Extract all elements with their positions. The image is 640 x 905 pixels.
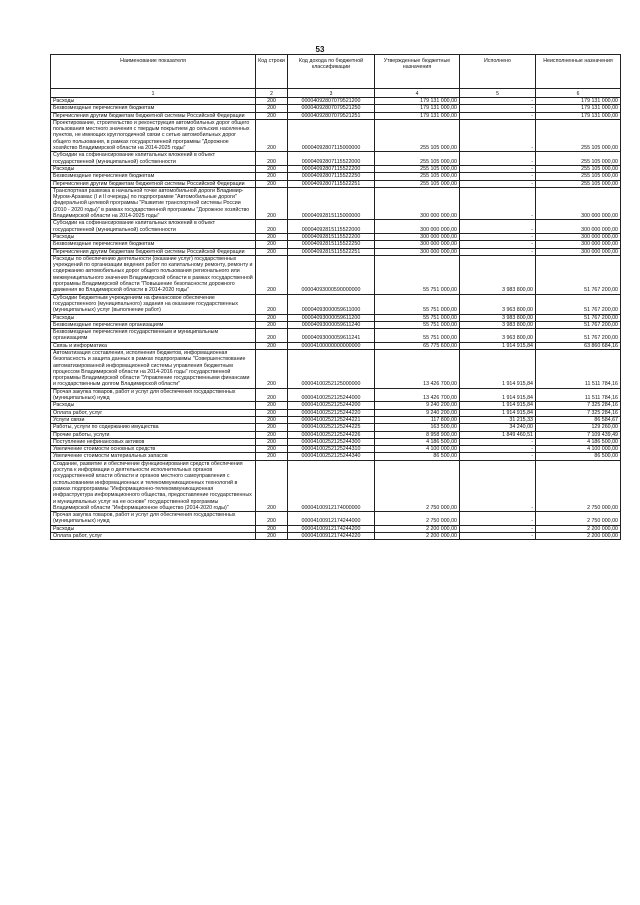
line-code-cell: 200 — [256, 453, 288, 460]
table-row — [51, 409, 621, 416]
executed-amount-cell: - — [460, 512, 536, 526]
line-code-cell: 200 — [256, 98, 288, 105]
executed-amount-cell: - — [460, 165, 536, 172]
budget-code-cell: 00004092815115522250 — [288, 241, 375, 248]
approved-amount-cell: 4 100 000,00 — [375, 446, 460, 453]
remaining-amount-cell: 300 000 000,00 — [536, 248, 621, 255]
approved-amount-cell: 4 186 500,00 — [375, 438, 460, 445]
budget-code-cell: 00004092807115522000 — [288, 152, 375, 166]
table-row — [51, 453, 621, 460]
indicator-name-cell: Безвозмездные перечисления бюджетам — [51, 105, 256, 112]
budget-code-cell: 00004100252125244225 — [288, 424, 375, 431]
approved-amount-cell: 55 751 000,00 — [375, 294, 460, 314]
table-row — [51, 112, 621, 119]
header-budget-code: Код дохода по бюджетной классификации — [288, 55, 375, 89]
line-code-cell: 200 — [256, 233, 288, 240]
executed-amount-cell: - — [460, 533, 536, 540]
approved-amount-cell: 9 240 200,00 — [375, 402, 460, 409]
table-row — [51, 424, 621, 431]
table-row — [51, 402, 621, 409]
approved-amount-cell: 55 751 000,00 — [375, 314, 460, 321]
indicator-name-cell: Перечисления другим бюджетам бюджетной системы Российской Федерации — [51, 248, 256, 255]
executed-amount-cell: 1 849 460,51 — [460, 431, 536, 438]
table-row — [51, 416, 621, 423]
table-row — [51, 342, 621, 349]
approved-amount-cell: 255 105 000,00 — [375, 119, 460, 151]
header-row — [51, 55, 621, 89]
line-code-cell: 200 — [256, 321, 288, 328]
table-row — [51, 329, 621, 343]
executed-amount-cell: 1 914 915,84 — [460, 349, 536, 388]
line-code-cell: 200 — [256, 180, 288, 187]
line-code-cell: 200 — [256, 402, 288, 409]
remaining-amount-cell: 2 200 000,00 — [536, 533, 621, 540]
table-row — [51, 220, 621, 234]
table-row — [51, 431, 621, 438]
header-approved: Утвержденные бюджетные назначения — [375, 55, 460, 89]
table-row — [51, 98, 621, 105]
budget-code-cell: 00004100252125244226 — [288, 431, 375, 438]
indicator-name-cell: Автоматизация составления, исполнения бюджетов, информационная безопасность и защита данных в рамках подпрограммы "Совершенствование автоматизированной информационной системы управления бюджетным процессом Владимирской области на 2014-2016 годы" государственной программы Владимирской области "Управление государственными финансами и государственным долгом Владимирской области" — [51, 349, 256, 388]
budget-code-cell: 00004100000000000000 — [288, 342, 375, 349]
executed-amount-cell: - — [460, 220, 536, 234]
table-row — [51, 512, 621, 526]
approved-amount-cell: 55 751 000,00 — [375, 321, 460, 328]
remaining-amount-cell: 4 186 500,00 — [536, 438, 621, 445]
approved-amount-cell: 13 426 700,00 — [375, 349, 460, 388]
approved-amount-cell: 255 105 000,00 — [375, 165, 460, 172]
remaining-amount-cell: 179 131 000,00 — [536, 112, 621, 119]
line-code-cell: 200 — [256, 416, 288, 423]
column-number: 6 — [536, 89, 621, 98]
approved-amount-cell: 255 105 000,00 — [375, 180, 460, 187]
table-row — [51, 248, 621, 255]
remaining-amount-cell: 7 325 284,16 — [536, 402, 621, 409]
approved-amount-cell: 179 131 000,00 — [375, 112, 460, 119]
line-code-cell: 200 — [256, 294, 288, 314]
table-row — [51, 105, 621, 112]
indicator-name-cell: Прочие работы, услуги — [51, 431, 256, 438]
budget-code-cell: 00004093000059611241 — [288, 329, 375, 343]
indicator-name-cell: Субсидии на софинансирование капитальных вложений в объект государственной (муниципальной) собственности — [51, 220, 256, 234]
remaining-amount-cell: 2 200 000,00 — [536, 525, 621, 532]
table-row — [51, 233, 621, 240]
approved-amount-cell: 2 200 000,00 — [375, 525, 460, 532]
approved-amount-cell: 9 240 200,00 — [375, 409, 460, 416]
remaining-amount-cell: 255 105 000,00 — [536, 165, 621, 172]
table-row — [51, 446, 621, 453]
table-row — [51, 533, 621, 540]
budget-code-cell: 00004100252125244200 — [288, 402, 375, 409]
executed-amount-cell: 34 240,00 — [460, 424, 536, 431]
approved-amount-cell: 179 131 000,00 — [375, 98, 460, 105]
budget-code-cell: 00004093000059611000 — [288, 294, 375, 314]
executed-amount-cell: 3 983 800,00 — [460, 321, 536, 328]
indicator-name-cell: Субсидии бюджетным учреждениям на финансовое обеспечение государственного (муниципального) задания на оказание государственных (муниципальных) услуг (выполнение работ) — [51, 294, 256, 314]
budget-code-cell: 00004100252125244220 — [288, 409, 375, 416]
table-row — [51, 438, 621, 445]
indicator-name-cell: Безвозмездные перечисления бюджетам — [51, 173, 256, 180]
indicator-name-cell: Расходы — [51, 314, 256, 321]
column-number: 3 — [288, 89, 375, 98]
approved-amount-cell: 255 105 000,00 — [375, 152, 460, 166]
remaining-amount-cell: 2 750 000,00 — [536, 460, 621, 511]
line-code-cell: 200 — [256, 119, 288, 151]
table-row — [51, 241, 621, 248]
remaining-amount-cell: 7 109 439,49 — [536, 431, 621, 438]
executed-amount-cell: - — [460, 453, 536, 460]
indicator-name-cell: Расходы — [51, 402, 256, 409]
indicator-name-cell: Создание, развитие и обеспечение функционирования средств обеспечения доступа к информации о деятельности исполнительных органов государственной власти области и органов местного самоуправления с использованием информационных и телекоммуникационных технологий в рамках подпрограммы "Информационно-телекоммуникационная инфраструктура информационного общества, предоставление государственных и муниципальных услуг на ее основе" государственной программы Владимирской области "Информационное общество (2014-2020 годы)" — [51, 460, 256, 511]
remaining-amount-cell: 255 105 000,00 — [536, 173, 621, 180]
line-code-cell: 200 — [256, 173, 288, 180]
page-number: 53 — [315, 45, 325, 54]
executed-amount-cell: 31 215,33 — [460, 416, 536, 423]
line-code-cell: 200 — [256, 248, 288, 255]
indicator-name-cell: Поступление нефинансовых активов — [51, 438, 256, 445]
approved-amount-cell: 13 426 700,00 — [375, 388, 460, 402]
line-code-cell: 200 — [256, 349, 288, 388]
budget-code-cell: 00004093000059611200 — [288, 314, 375, 321]
budget-code-cell: 00004100252125244340 — [288, 453, 375, 460]
line-code-cell: 200 — [256, 255, 288, 294]
table-row — [51, 255, 621, 294]
approved-amount-cell: 8 958 900,00 — [375, 431, 460, 438]
remaining-amount-cell: 51 767 200,00 — [536, 329, 621, 343]
executed-amount-cell: 3 963 800,00 — [460, 294, 536, 314]
executed-amount-cell: - — [460, 187, 536, 219]
approved-amount-cell: 2 750 000,00 — [375, 460, 460, 511]
indicator-name-cell: Расходы — [51, 525, 256, 532]
executed-amount-cell: - — [460, 460, 536, 511]
header-remaining: Неисполненные назначения — [536, 55, 621, 89]
line-code-cell: 200 — [256, 424, 288, 431]
table-row — [51, 119, 621, 151]
budget-code-cell: 00004092807115522250 — [288, 173, 375, 180]
remaining-amount-cell: 300 000 000,00 — [536, 220, 621, 234]
budget-code-cell: 00004100912174244200 — [288, 525, 375, 532]
remaining-amount-cell: 255 105 000,00 — [536, 180, 621, 187]
line-code-cell: 200 — [256, 533, 288, 540]
line-code-cell: 200 — [256, 438, 288, 445]
header-line-code: Код строки — [256, 55, 288, 89]
remaining-amount-cell: 11 511 784,16 — [536, 388, 621, 402]
indicator-name-cell: Транспортная развязка в начальной точке автомобильной дороги Владимир-Муром-Арзамас (I и II очередь) по подпрограмме "Автомобильные дороги" федеральной целевой программы "Развитие транспортной системы России (2010 - 2020 годы)" в рамках государственной программы "Дорожное хозяйство Владимирской области на 2014-2025 годы" — [51, 187, 256, 219]
executed-amount-cell: - — [460, 105, 536, 112]
indicator-name-cell: Услуги связи — [51, 416, 256, 423]
executed-amount-cell: - — [460, 173, 536, 180]
executed-amount-cell: - — [460, 112, 536, 119]
table-row — [51, 349, 621, 388]
table-row — [51, 388, 621, 402]
approved-amount-cell: 255 105 000,00 — [375, 173, 460, 180]
budget-code-cell: 00004092807115000000 — [288, 119, 375, 151]
budget-code-cell: 00004092815115522251 — [288, 248, 375, 255]
budget-code-cell: 00004100252125000000 — [288, 349, 375, 388]
approved-amount-cell: 117 800,00 — [375, 416, 460, 423]
table-body — [51, 98, 621, 540]
remaining-amount-cell: 86 500,00 — [536, 453, 621, 460]
approved-amount-cell: 65 775 600,00 — [375, 342, 460, 349]
indicator-name-cell: Прочая закупка товаров, работ и услуг для обеспечения государственных (муниципальных) нужд — [51, 512, 256, 526]
approved-amount-cell: 179 131 000,00 — [375, 105, 460, 112]
table-row — [51, 180, 621, 187]
table-row — [51, 460, 621, 511]
executed-amount-cell: - — [460, 98, 536, 105]
budget-code-cell: 00004092807079521200 — [288, 98, 375, 105]
budget-code-cell: 00004092815115000000 — [288, 187, 375, 219]
line-code-cell: 200 — [256, 388, 288, 402]
budget-code-cell: 00004092815115522000 — [288, 220, 375, 234]
executed-amount-cell: - — [460, 438, 536, 445]
line-code-cell: 200 — [256, 446, 288, 453]
budget-code-cell: 00004100252125244221 — [288, 416, 375, 423]
approved-amount-cell: 163 500,00 — [375, 424, 460, 431]
budget-code-cell: 00004100252125244300 — [288, 438, 375, 445]
budget-execution-table — [50, 54, 621, 540]
budget-code-cell: 00004093000590000000 — [288, 255, 375, 294]
executed-amount-cell: 1 914 915,84 — [460, 388, 536, 402]
budget-code-cell: 00004100912174244220 — [288, 533, 375, 540]
remaining-amount-cell: 129 260,00 — [536, 424, 621, 431]
table-row — [51, 321, 621, 328]
remaining-amount-cell: 255 105 000,00 — [536, 119, 621, 151]
column-number: 2 — [256, 89, 288, 98]
header-executed: Исполнено — [460, 55, 536, 89]
executed-amount-cell: - — [460, 241, 536, 248]
table-row — [51, 152, 621, 166]
table-row — [51, 314, 621, 321]
budget-code-cell: 00004092807115522251 — [288, 180, 375, 187]
indicator-name-cell: Безвозмездные перечисления организациям — [51, 321, 256, 328]
executed-amount-cell: - — [460, 248, 536, 255]
executed-amount-cell: 3 963 800,00 — [460, 329, 536, 343]
executed-amount-cell: 1 914 915,84 — [460, 342, 536, 349]
budget-code-cell: 00004100252125244000 — [288, 388, 375, 402]
indicator-name-cell: Оплата работ, услуг — [51, 409, 256, 416]
indicator-name-cell: Расходы — [51, 165, 256, 172]
line-code-cell: 200 — [256, 329, 288, 343]
budget-code-cell: 00004092807115522200 — [288, 165, 375, 172]
budget-code-cell: 00004100252125244310 — [288, 446, 375, 453]
line-code-cell: 200 — [256, 512, 288, 526]
line-code-cell: 200 — [256, 152, 288, 166]
executed-amount-cell: - — [460, 525, 536, 532]
budget-code-cell: 00004092807079521250 — [288, 105, 375, 112]
indicator-name-cell: Работы, услуги по содержанию имущества — [51, 424, 256, 431]
line-code-cell: 200 — [256, 187, 288, 219]
executed-amount-cell: - — [460, 180, 536, 187]
remaining-amount-cell: 2 750 000,00 — [536, 512, 621, 526]
remaining-amount-cell: 86 584,67 — [536, 416, 621, 423]
executed-amount-cell: - — [460, 152, 536, 166]
line-code-cell: 200 — [256, 460, 288, 511]
executed-amount-cell: 1 914 915,84 — [460, 409, 536, 416]
indicator-name-cell: Проектирование, строительство и реконструкция автомобильных дорог общего пользования местного значения с твердым покрытием до сельских населенных пунктов, не имеющих круглогодичной связи с сетью автомобильных дорог общего пользования, в рамках государственной программы "Дорожное хозяйство Владимирской области на 2014-2025 годы" — [51, 119, 256, 151]
line-code-cell: 200 — [256, 112, 288, 119]
table-row — [51, 187, 621, 219]
table-row — [51, 173, 621, 180]
approved-amount-cell: 300 000 000,00 — [375, 187, 460, 219]
budget-code-cell: 00004092807079521251 — [288, 112, 375, 119]
approved-amount-cell: 300 000 000,00 — [375, 248, 460, 255]
remaining-amount-cell: 300 000 000,00 — [536, 233, 621, 240]
executed-amount-cell: - — [460, 119, 536, 151]
remaining-amount-cell: 63 860 684,16 — [536, 342, 621, 349]
approved-amount-cell: 2 750 000,00 — [375, 512, 460, 526]
approved-amount-cell: 55 751 000,00 — [375, 255, 460, 294]
line-code-cell: 200 — [256, 431, 288, 438]
approved-amount-cell: 300 000 000,00 — [375, 241, 460, 248]
column-number: 4 — [375, 89, 460, 98]
executed-amount-cell: 1 914 915,84 — [460, 402, 536, 409]
indicator-name-cell: Безвозмездные перечисления бюджетам — [51, 241, 256, 248]
approved-amount-cell: 86 500,00 — [375, 453, 460, 460]
remaining-amount-cell: 51 767 200,00 — [536, 294, 621, 314]
approved-amount-cell: 300 000 000,00 — [375, 233, 460, 240]
budget-code-cell: 00004100912174244000 — [288, 512, 375, 526]
remaining-amount-cell: 51 767 200,00 — [536, 314, 621, 321]
table-row — [51, 525, 621, 532]
column-number: 1 — [51, 89, 256, 98]
indicator-name-cell: Расходы — [51, 98, 256, 105]
remaining-amount-cell: 11 511 784,16 — [536, 349, 621, 388]
column-number-row — [51, 89, 621, 98]
column-number: 5 — [460, 89, 536, 98]
indicator-name-cell: Расходы — [51, 233, 256, 240]
line-code-cell: 200 — [256, 105, 288, 112]
approved-amount-cell: 2 200 000,00 — [375, 533, 460, 540]
indicator-name-cell: Увеличение стоимости основных средств — [51, 446, 256, 453]
remaining-amount-cell: 255 105 000,00 — [536, 152, 621, 166]
header-indicator-name: Наименование показателя — [51, 55, 256, 89]
line-code-cell: 200 — [256, 314, 288, 321]
remaining-amount-cell: 7 325 284,16 — [536, 409, 621, 416]
indicator-name-cell: Безвозмездные перечисления государственным и муниципальным организациям — [51, 329, 256, 343]
line-code-cell: 200 — [256, 241, 288, 248]
indicator-name-cell: Перечисления другим бюджетам бюджетной системы Российской Федерации — [51, 180, 256, 187]
line-code-cell: 200 — [256, 525, 288, 532]
indicator-name-cell: Субсидии на софинансирование капитальных вложений в объект государственной (муниципальной) собственности — [51, 152, 256, 166]
remaining-amount-cell: 51 767 200,00 — [536, 321, 621, 328]
approved-amount-cell: 55 751 000,00 — [375, 329, 460, 343]
budget-code-cell: 00004092815115522200 — [288, 233, 375, 240]
budget-code-cell: 00004093000059611240 — [288, 321, 375, 328]
remaining-amount-cell: 4 100 000,00 — [536, 446, 621, 453]
remaining-amount-cell: 300 000 000,00 — [536, 187, 621, 219]
indicator-name-cell: Расходы по обеспечению деятельности (оказание услуг) государственных учреждений по организации ведения работ по капитальному ремонту, ремонту и содержанию автомобильных дорог общего пользования регионального или межмуниципального значения Владимирской области в рамках государственной программы Владимирской области "Повышение безопасности дорожного движения во Владимирской области в 2014-2020 годы" — [51, 255, 256, 294]
line-code-cell: 200 — [256, 220, 288, 234]
line-code-cell: 200 — [256, 165, 288, 172]
table-row — [51, 294, 621, 314]
executed-amount-cell: - — [460, 233, 536, 240]
line-code-cell: 200 — [256, 409, 288, 416]
remaining-amount-cell: 179 131 000,00 — [536, 105, 621, 112]
remaining-amount-cell: 51 767 200,00 — [536, 255, 621, 294]
indicator-name-cell: Оплата работ, услуг — [51, 533, 256, 540]
line-code-cell: 200 — [256, 342, 288, 349]
approved-amount-cell: 300 000 000,00 — [375, 220, 460, 234]
table-row — [51, 165, 621, 172]
executed-amount-cell: 3 983 800,00 — [460, 314, 536, 321]
executed-amount-cell: - — [460, 446, 536, 453]
indicator-name-cell: Перечисления другим бюджетам бюджетной системы Российской Федерации — [51, 112, 256, 119]
remaining-amount-cell: 179 131 000,00 — [536, 98, 621, 105]
remaining-amount-cell: 300 000 000,00 — [536, 241, 621, 248]
indicator-name-cell: Связь и информатика — [51, 342, 256, 349]
budget-code-cell: 00004100912174000000 — [288, 460, 375, 511]
indicator-name-cell: Увеличение стоимости материальных запасов — [51, 453, 256, 460]
indicator-name-cell: Прочая закупка товаров, работ и услуг для обеспечения государственных (муниципальных) нужд — [51, 388, 256, 402]
executed-amount-cell: 3 983 800,00 — [460, 255, 536, 294]
